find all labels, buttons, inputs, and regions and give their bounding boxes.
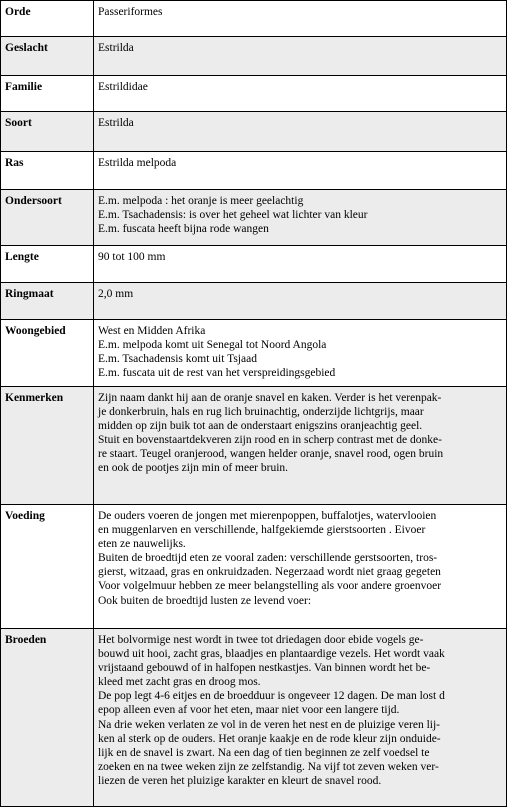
text-line: Het bolvormige nest wordt in twee tot driedagen door ebide vogels ge- (98, 634, 424, 646)
text-line: Passeriformes (98, 6, 163, 18)
text-line: re staart. Teugel oranjerood, wangen helder oranje, snavel rood, ogen bruin (98, 448, 444, 461)
text-line: Estrilda (98, 117, 134, 129)
row-label: Geslacht (1, 37, 94, 76)
text-line: en ook de pootjes zijn min of meer bruin. (98, 462, 289, 475)
text-line: 90 tot 100 mm (98, 251, 166, 263)
text-line: je donkerbruin, hals en rug lich bruinachtig, onderzijde lichtgrijs, maar (98, 406, 424, 419)
text-line: zoeken en na twee weken zijn ze zelfstandig. Na vijf tot zeven weken ver- (98, 760, 439, 773)
text-line: Zijn naam dankt hij aan de oranje snavel en kaken. Verder is het verenpak- (98, 392, 442, 404)
row-value (94, 76, 507, 112)
text-line: Ook buiten de broedtijd lusten ze levend voer: (98, 594, 312, 607)
row-value (94, 320, 507, 387)
row-woongebied (1, 320, 507, 387)
text-line: epop alleen even af voor het eten, maar niet voor een langere tijd. (98, 704, 400, 717)
text-line: E.m. fuscata uit de rest van het verspreidingsgebied (98, 367, 336, 380)
row-label: Familie (1, 76, 94, 112)
row-value (94, 387, 507, 505)
row-kenmerken (1, 387, 507, 505)
text-line: bouwd uit hooi, zacht gras, blaadjes en plantaardige vezels. Het wordt vaak (98, 648, 445, 661)
text-line: De pop legt 4-6 eitjes en de broedduur is ongeveer 12 dagen. De man lost d (98, 690, 445, 703)
text-line: lijk en de snavel is zwart. Na een dag of tien beginnen ze zelf voedsel te (98, 746, 430, 759)
row-geslacht (1, 37, 507, 76)
row-value (94, 505, 507, 629)
text-line: Estrildidae (98, 81, 148, 93)
row-lengte (1, 246, 507, 283)
text-line: Estrilda (98, 42, 134, 54)
row-value (94, 190, 507, 246)
row-label: Orde (1, 1, 94, 37)
row-label: Kenmerken (1, 387, 94, 505)
row-ras (1, 152, 507, 190)
row-label: Woongebied (1, 320, 94, 387)
row-value (94, 112, 507, 152)
row-label: Ringmaat (1, 283, 94, 320)
row-orde (1, 1, 507, 37)
row-value (94, 37, 507, 76)
row-label: Lengte (1, 246, 94, 283)
text-line: 2,0 mm (98, 288, 134, 300)
row-label: Soort (1, 112, 94, 152)
text-line: ken al sterk op de ouders. Het oranje kaakje en de rode kleur zijn onduide- (98, 732, 441, 745)
text-line: De ouders voeren de jongen met mierenpoppen, buffalotjes, watervlooien (98, 510, 437, 522)
text-line: midden op zijn buik tot aan de onderstaart enigszins oranjeachtig geel. (98, 420, 423, 433)
text-line: E.m. Tsachadensis komt uit Tsjaad (98, 353, 257, 366)
text-line: E.m. fuscata heeft bijna rode wangen (98, 223, 269, 236)
text-line: Voor volgelmuur hebben ze meer belangstelling als voor andere groenvoer (98, 580, 442, 593)
row-label: Voeding (1, 505, 94, 629)
row-familie (1, 76, 507, 112)
text-line: gierst, witzaad, gras en onkruidzaden. Negerzaad wordt niet graag gegeten (98, 566, 441, 579)
text-line: en muggenlarven en verschillende, halfgekiemde gierstsoorten . Eivoer (98, 524, 426, 537)
row-value (94, 629, 507, 807)
text-line: E.m. melpoda : het oranje is meer geelachtig (98, 195, 304, 207)
row-broeden (1, 629, 507, 807)
text-line: E.m. Tsachadensis: is over het geheel wat lichter van kleur (98, 209, 368, 222)
row-voeding (1, 505, 507, 629)
row-value (94, 283, 507, 320)
row-value (94, 1, 507, 37)
row-value (94, 152, 507, 190)
text-line: vrijstaand gebouwd of in halfopen nestkastjes. Van binnen wordt het be- (98, 662, 431, 675)
row-value (94, 246, 507, 283)
row-ondersoort (1, 190, 507, 246)
text-line: kleed met zacht gras en droog mos. (98, 676, 261, 689)
text-line: Na drie weken verlaten ze vol in de veren het nest en de pluizige veren lij- (98, 718, 440, 731)
text-line: Buiten de broedtijd eten ze vooral zaden: verschillende gerstsoorten, tros- (98, 552, 438, 565)
row-label: Broeden (1, 629, 94, 807)
row-label: Ras (1, 152, 94, 190)
row-label: Ondersoort (1, 190, 94, 246)
text-line: eten ze nauwelijks. (98, 538, 186, 551)
text-line: Stuit en bovenstaartdekveren zijn rood en in scherp contrast met de donke- (98, 434, 442, 447)
row-soort (1, 112, 507, 152)
text-line: liezen de veren het pluizige karakter en kleurt de snavel rood. (98, 774, 382, 787)
text-line: E.m. melpoda komt uit Senegal tot Noord Angola (98, 339, 327, 352)
text-line: Estrilda melpoda (98, 157, 177, 169)
text-line: West en Midden Afrika (98, 325, 206, 337)
row-ringmaat (1, 283, 507, 320)
